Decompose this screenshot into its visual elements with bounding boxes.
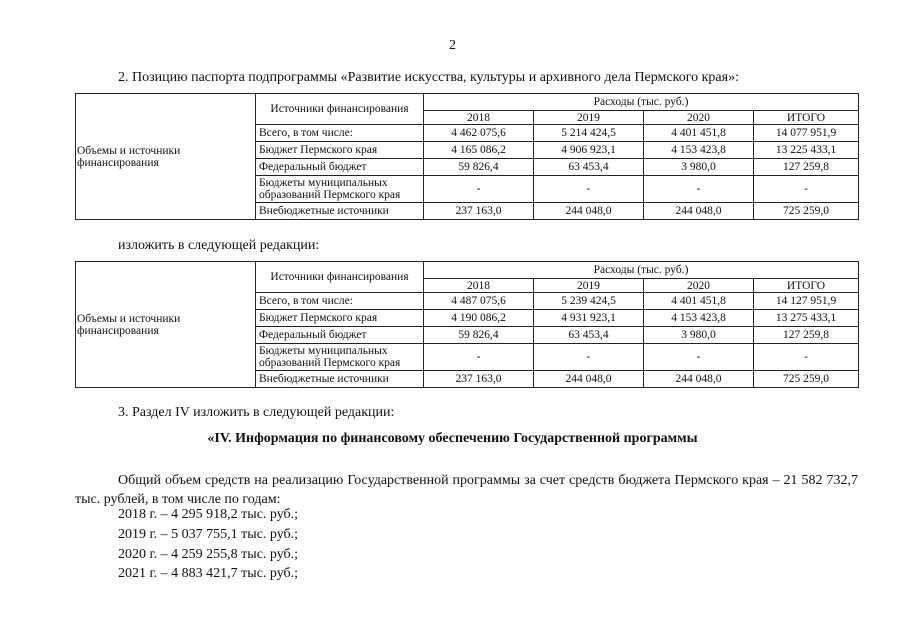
value-cell: 4 462 075,6: [424, 125, 534, 142]
value-cell: 237 163,0: [424, 371, 534, 388]
value-cell: 127 259,8: [754, 159, 859, 176]
value-cell: -: [754, 176, 859, 203]
value-cell: 4 487 075,6: [424, 293, 534, 310]
item-2-text: 2. Позицию паспорта подпрограммы «Развитие искусства, культуры и архивного дела Пермского края»:: [118, 70, 739, 85]
year-header: 2018: [424, 111, 534, 125]
year-header: 2019: [534, 279, 644, 293]
value-cell: 244 048,0: [644, 203, 754, 220]
source-label: Всего, в том числе:: [256, 293, 424, 310]
item-3-text: 3. Раздел IV изложить в следующей редакции:: [118, 405, 395, 420]
value-cell: 4 190 086,2: [424, 310, 534, 327]
total-header: ИТОГО: [754, 111, 859, 125]
value-cell: 3 980,0: [644, 159, 754, 176]
total-paragraph: Общий объем средств на реализацию Государственной программы за счет средств бюджета Пермского края – 21 582 732,7 тыс. рублей, в том числе по годам:: [75, 473, 858, 507]
value-cell: 244 048,0: [534, 371, 644, 388]
value-cell: 13 275 433,1: [754, 310, 859, 327]
row-label: Объемы и источники финансирования: [76, 262, 256, 388]
year-amount-line: 2018 г. – 4 295 918,2 тыс. руб.;: [118, 507, 299, 522]
section-heading: «IV. Информация по финансовому обеспечению Государственной программы: [207, 431, 698, 446]
value-cell: 3 980,0: [644, 327, 754, 344]
year-amount-line: 2021 г. – 4 883 421,7 тыс. руб.;: [118, 566, 299, 581]
value-cell: 4 165 086,2: [424, 142, 534, 159]
value-cell: 4 931 923,1: [534, 310, 644, 327]
new-edition-text: изложить в следующей редакции:: [118, 238, 320, 253]
value-cell: -: [644, 176, 754, 203]
total-header: ИТОГО: [754, 279, 859, 293]
financing-table-new: [75, 261, 859, 388]
value-cell: 127 259,8: [754, 327, 859, 344]
value-cell: 4 906 923,1: [534, 142, 644, 159]
source-label: Внебюджетные источники: [256, 203, 424, 220]
value-cell: 244 048,0: [534, 203, 644, 220]
value-cell: 59 826,4: [424, 327, 534, 344]
year-header: 2019: [534, 111, 644, 125]
value-cell: -: [534, 176, 644, 203]
value-cell: 5 239 424,5: [534, 293, 644, 310]
page-number: 2: [449, 38, 456, 53]
value-cell: 237 163,0: [424, 203, 534, 220]
value-cell: 4 401 451,8: [644, 125, 754, 142]
value-cell: -: [424, 176, 534, 203]
year-header: 2018: [424, 279, 534, 293]
source-label: Федеральный бюджет: [256, 159, 424, 176]
year-amount-line: 2020 г. – 4 259 255,8 тыс. руб.;: [118, 547, 299, 562]
value-cell: 14 127 951,9: [754, 293, 859, 310]
source-label: Бюджеты муниципальных образований Пермского края: [256, 176, 424, 203]
sources-header: Источники финансирования: [256, 262, 424, 293]
source-label: Бюджет Пермского края: [256, 310, 424, 327]
year-header: 2020: [644, 279, 754, 293]
value-cell: 59 826,4: [424, 159, 534, 176]
value-cell: 725 259,0: [754, 371, 859, 388]
value-cell: 13 225 433,1: [754, 142, 859, 159]
value-cell: 244 048,0: [644, 371, 754, 388]
value-cell: -: [424, 344, 534, 371]
value-cell: -: [754, 344, 859, 371]
year-amount-line: 2019 г. – 5 037 755,1 тыс. руб.;: [118, 527, 299, 542]
expenses-header: Расходы (тыс. руб.): [424, 94, 859, 111]
value-cell: -: [644, 344, 754, 371]
financing-table-current: [75, 93, 859, 220]
value-cell: 14 077 951,9: [754, 125, 859, 142]
expenses-header: Расходы (тыс. руб.): [424, 262, 859, 279]
value-cell: -: [534, 344, 644, 371]
value-cell: 5 214 424,5: [534, 125, 644, 142]
value-cell: 63 453,4: [534, 327, 644, 344]
year-header: 2020: [644, 111, 754, 125]
row-label: Объемы и источники финансирования: [76, 94, 256, 220]
source-label: Внебюджетные источники: [256, 371, 424, 388]
sources-header: Источники финансирования: [256, 94, 424, 125]
value-cell: 4 401 451,8: [644, 293, 754, 310]
value-cell: 725 259,0: [754, 203, 859, 220]
value-cell: 4 153 423,8: [644, 142, 754, 159]
source-label: Бюджеты муниципальных образований Пермского края: [256, 344, 424, 371]
value-cell: 63 453,4: [534, 159, 644, 176]
source-label: Всего, в том числе:: [256, 125, 424, 142]
source-label: Бюджет Пермского края: [256, 142, 424, 159]
value-cell: 4 153 423,8: [644, 310, 754, 327]
source-label: Федеральный бюджет: [256, 327, 424, 344]
